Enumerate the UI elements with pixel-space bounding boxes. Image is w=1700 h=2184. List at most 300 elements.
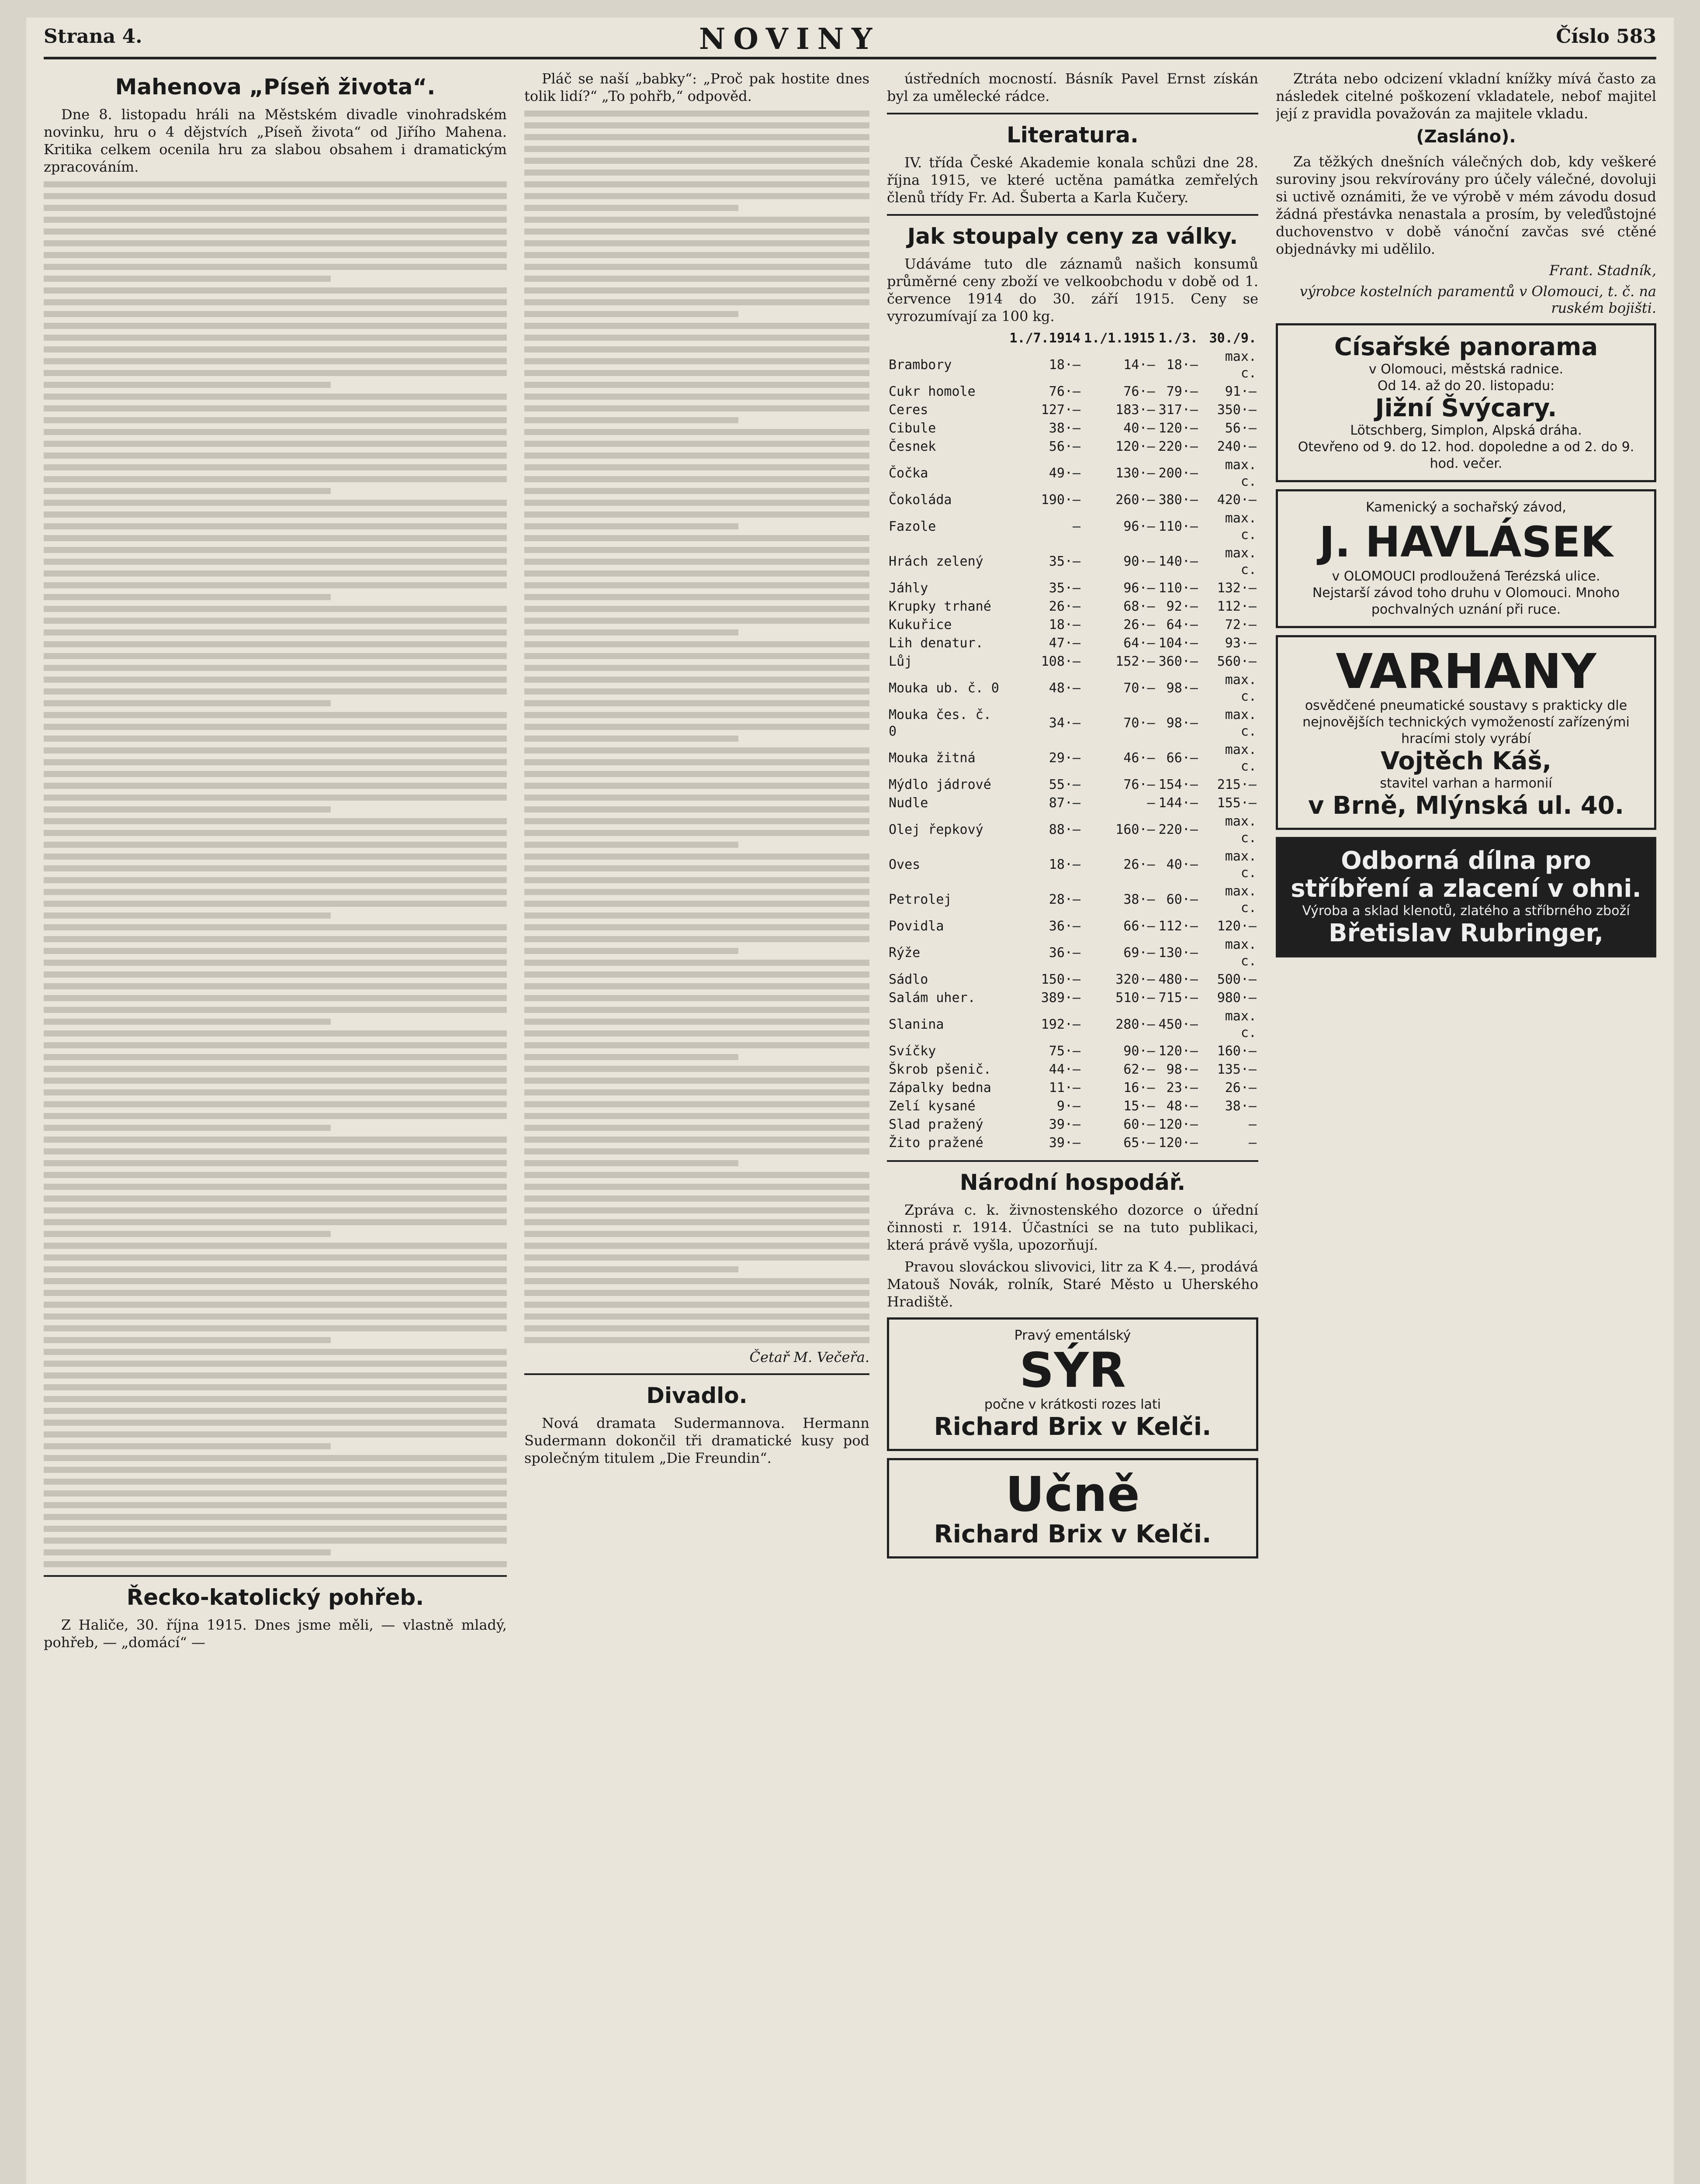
text-line-placeholder bbox=[44, 1337, 331, 1343]
text-line-placeholder bbox=[524, 358, 869, 364]
text-line-placeholder bbox=[524, 1196, 869, 1202]
text-line-placeholder bbox=[44, 1467, 507, 1473]
commodity-cell: Krupky trhané bbox=[889, 599, 991, 614]
text-line-placeholder bbox=[44, 1443, 331, 1449]
divider bbox=[887, 214, 1258, 216]
commodity-cell: Mouka ub. č. 0 bbox=[889, 681, 999, 696]
price-cell: 135·— bbox=[1217, 1062, 1257, 1077]
ad-rubringer-name: Břetislav Rubringer, bbox=[1328, 919, 1604, 947]
price-cell: 120·— bbox=[1115, 439, 1155, 454]
text-line-placeholder bbox=[524, 1266, 738, 1272]
text-line-placeholder bbox=[44, 1278, 507, 1284]
zaslano-sig: Frant. Stadník, bbox=[1549, 262, 1656, 279]
price-cell: 35·— bbox=[1049, 581, 1081, 596]
commodity-cell: Hrách zelený bbox=[889, 554, 983, 569]
text-line-placeholder bbox=[524, 606, 869, 612]
text-line-placeholder bbox=[44, 1538, 507, 1544]
text-line-placeholder bbox=[524, 1113, 869, 1119]
text-line-placeholder bbox=[524, 901, 869, 907]
text-line-placeholder bbox=[524, 795, 869, 801]
price-cell: 40·— bbox=[1123, 421, 1155, 436]
text-line-placeholder bbox=[524, 1101, 869, 1107]
text-line-placeholder bbox=[524, 700, 869, 706]
price-cell: — bbox=[1147, 795, 1155, 811]
text-line-placeholder bbox=[44, 924, 507, 930]
text-line-placeholder bbox=[44, 1396, 507, 1402]
price-cell: 87·— bbox=[1049, 795, 1081, 811]
text-line-placeholder bbox=[524, 641, 869, 647]
price-cell: 36·— bbox=[1049, 945, 1081, 961]
price-cell: 11·— bbox=[1049, 1080, 1081, 1095]
commodity-cell: Cibule bbox=[889, 421, 936, 436]
theatre-lead: Nová dramata Sudermannova. Hermann Sudermann dokončil tři dramatické kusy pod společným titulem „Die Freundin“. bbox=[524, 1415, 869, 1466]
price-cell: 68·— bbox=[1123, 599, 1155, 614]
text-line-placeholder bbox=[524, 1325, 869, 1331]
text-line-placeholder bbox=[44, 453, 507, 459]
text-line-placeholder bbox=[524, 618, 869, 624]
price-cell: 155·— bbox=[1217, 795, 1257, 811]
text-line-placeholder bbox=[44, 464, 507, 470]
economy-text-2: Pravou slováckou slivovici, litr za K 4.—, prodává Matouš Novák, rolník, Staré Město u Uherského Hradiště. bbox=[887, 1258, 1258, 1310]
ad-havlasek-foot: Nejstarší závod toho druhu v Olomouci. Mnoho pochvalných uznání při ruce. bbox=[1312, 585, 1620, 617]
price-cell: max. c. bbox=[1225, 349, 1257, 381]
zaslano-text: Za těžkých dnešních válečných dob, kdy veškeré suroviny jsou rekvírovány pro účely válečné, dovoluji si uctivě oznámiti, že ve výrobě v mém závodu dosud žádná přestávka nenastala a prosím, by veleďůstojné duchovenstvo v době vánoční zavčas své ctěné objednávky mi udělilo. bbox=[1276, 153, 1656, 257]
article-title-funeral: Řecko-katolický pohřeb. bbox=[126, 1585, 424, 1610]
text-line-placeholder bbox=[44, 688, 507, 695]
text-line-placeholder bbox=[524, 1160, 738, 1166]
text-line-placeholder bbox=[524, 205, 738, 211]
commodity-cell: Ceres bbox=[889, 402, 928, 418]
price-cell: 66·— bbox=[1123, 919, 1155, 934]
commodity-cell: Olej řepkový bbox=[889, 822, 983, 837]
text-line-placeholder bbox=[524, 806, 869, 812]
table-row bbox=[887, 917, 1258, 936]
text-line-placeholder bbox=[44, 299, 507, 305]
price-cell: 90·— bbox=[1123, 554, 1155, 569]
text-line-placeholder bbox=[524, 464, 869, 470]
text-line-placeholder bbox=[44, 1160, 507, 1166]
text-line-placeholder bbox=[524, 971, 869, 978]
article-title-mahen: Mahenova „Píseň života“. bbox=[115, 74, 436, 100]
price-cell: 18·— bbox=[1166, 357, 1198, 373]
price-cell: 62·— bbox=[1123, 1062, 1155, 1077]
text-line-placeholder bbox=[44, 217, 507, 223]
text-line-placeholder bbox=[524, 736, 738, 742]
text-line-placeholder bbox=[44, 547, 507, 553]
ad-havlasek-big: J. HAVLÁSEK bbox=[1319, 518, 1613, 567]
text-line-placeholder bbox=[44, 1490, 507, 1496]
price-cell: 56·— bbox=[1049, 439, 1081, 454]
table-row bbox=[887, 348, 1258, 383]
price-cell: 9·— bbox=[1056, 1099, 1081, 1114]
text-line-placeholder bbox=[44, 1078, 507, 1084]
text-line-placeholder bbox=[44, 1384, 507, 1390]
price-cell: 98·— bbox=[1166, 715, 1198, 731]
text-line-placeholder bbox=[524, 111, 869, 117]
commodity-cell: Škrob pšenič. bbox=[889, 1062, 991, 1077]
price-cell: max. c. bbox=[1225, 672, 1257, 704]
text-line-placeholder bbox=[44, 830, 507, 836]
text-line-placeholder bbox=[44, 960, 507, 966]
ad-havlasek bbox=[1276, 489, 1656, 628]
price-cell: 91·— bbox=[1225, 384, 1257, 399]
text-line-placeholder bbox=[524, 570, 869, 577]
table-row bbox=[887, 1097, 1258, 1116]
price-cell: 55·— bbox=[1049, 777, 1081, 792]
table-row bbox=[887, 971, 1258, 989]
commodity-cell: Lůj bbox=[889, 654, 913, 669]
text-line-placeholder bbox=[44, 1101, 507, 1107]
text-line-placeholder bbox=[44, 394, 507, 400]
text-line-placeholder bbox=[524, 511, 869, 518]
text-line-placeholder bbox=[44, 1325, 507, 1331]
zaslano-sig-2: výrobce kostelních paramentů v Olomouci, t. č. na ruském bojišti. bbox=[1299, 283, 1656, 316]
table-row bbox=[887, 1042, 1258, 1061]
table-row bbox=[887, 1079, 1258, 1097]
text-line-placeholder bbox=[524, 441, 869, 447]
text-line-placeholder bbox=[44, 441, 507, 447]
text-line-placeholder bbox=[44, 1113, 507, 1119]
price-cell: 40·— bbox=[1166, 857, 1198, 872]
text-line-placeholder bbox=[44, 240, 507, 246]
text-line-placeholder bbox=[44, 1231, 331, 1237]
price-cell: 132·— bbox=[1217, 581, 1257, 596]
text-line-placeholder bbox=[44, 983, 507, 989]
price-cell: — bbox=[1248, 1117, 1257, 1132]
price-cell: 120·— bbox=[1158, 1044, 1198, 1059]
price-cell: 98·— bbox=[1166, 681, 1198, 696]
section-title-literature: Literatura. bbox=[1006, 122, 1139, 148]
commodity-cell: Zápalky bedna bbox=[889, 1080, 991, 1095]
price-head-cell: 1./7.1914 bbox=[1009, 331, 1081, 346]
commodity-cell: Svíčky bbox=[889, 1044, 936, 1059]
text-line-placeholder bbox=[524, 240, 869, 246]
commodity-cell: Mouka žitná bbox=[889, 750, 976, 766]
price-cell: 69·— bbox=[1123, 945, 1155, 961]
price-cell: max. c. bbox=[1225, 546, 1257, 577]
text-line-placeholder bbox=[524, 476, 869, 482]
text-line-placeholder bbox=[524, 228, 869, 235]
text-line-placeholder bbox=[44, 228, 507, 235]
text-line-placeholder bbox=[524, 1054, 738, 1060]
ad-apprentice-name: Richard Brix v Kelči. bbox=[934, 1520, 1212, 1548]
text-line-placeholder bbox=[44, 712, 507, 718]
text-line-placeholder bbox=[44, 1502, 507, 1508]
ad-organs-text: osvědčené pneumatické soustavy s prakticky dle nejnovějších technických vymožeností zařízenými hracími stoly vyrábí bbox=[1302, 698, 1630, 746]
text-line-placeholder bbox=[44, 1431, 507, 1438]
text-line-placeholder bbox=[524, 500, 869, 506]
price-cell: 320·— bbox=[1115, 972, 1155, 987]
price-cell: 70·— bbox=[1123, 715, 1155, 731]
price-cell: 38·— bbox=[1123, 892, 1155, 907]
table-row bbox=[887, 634, 1258, 653]
commodity-cell: Salám uher. bbox=[889, 990, 976, 1006]
text-line-placeholder bbox=[524, 924, 869, 930]
text-line-placeholder bbox=[44, 264, 507, 270]
text-line-placeholder bbox=[524, 1172, 869, 1178]
price-cell: — bbox=[1248, 1135, 1257, 1151]
price-cell: 18·— bbox=[1049, 857, 1081, 872]
ad-organs bbox=[1276, 635, 1656, 830]
newspaper-page bbox=[26, 17, 1674, 2184]
price-cell: 90·— bbox=[1123, 1044, 1155, 1059]
text-line-placeholder bbox=[524, 582, 869, 588]
text-line-placeholder bbox=[524, 1066, 869, 1072]
price-cell: — bbox=[1072, 519, 1081, 534]
article-lead-funeral: Z Haliče, 30. října 1915. Dnes jsme měli, — vlastně mladý, pohřeb, — „domácí“ — bbox=[44, 1617, 507, 1651]
text-line-placeholder bbox=[524, 1231, 869, 1237]
text-line-placeholder bbox=[44, 1019, 331, 1025]
text-line-placeholder bbox=[524, 747, 869, 753]
ad-havlasek-top: Kamenický a sochařský závod, bbox=[1366, 500, 1566, 515]
text-line-placeholder bbox=[524, 1278, 869, 1284]
price-cell: 66·— bbox=[1166, 750, 1198, 766]
text-line-placeholder bbox=[524, 677, 869, 683]
text-line-placeholder bbox=[44, 276, 331, 282]
text-line-placeholder bbox=[524, 1290, 869, 1296]
price-cell: 200·— bbox=[1158, 466, 1198, 481]
table-row bbox=[887, 989, 1258, 1007]
text-line-placeholder bbox=[44, 335, 507, 341]
text-line-placeholder bbox=[44, 358, 507, 364]
table-row bbox=[887, 491, 1258, 509]
text-line-placeholder bbox=[524, 842, 738, 848]
commodity-cell: Slanina bbox=[889, 1017, 944, 1032]
text-line-placeholder bbox=[44, 1184, 507, 1190]
price-cell: 38·— bbox=[1049, 421, 1081, 436]
table-row bbox=[887, 1007, 1258, 1042]
text-line-placeholder bbox=[524, 335, 869, 341]
text-line-placeholder bbox=[524, 299, 869, 305]
price-cell: 14·— bbox=[1123, 357, 1155, 373]
text-line-placeholder bbox=[44, 500, 507, 506]
text-line-placeholder bbox=[524, 158, 869, 164]
commodity-cell: Mouka čes. č. 0 bbox=[889, 707, 991, 739]
text-line-placeholder bbox=[524, 346, 869, 352]
text-line-placeholder bbox=[524, 523, 738, 529]
text-line-placeholder bbox=[44, 1514, 507, 1520]
price-cell: 39·— bbox=[1049, 1117, 1081, 1132]
commodity-cell: Brambory bbox=[889, 357, 952, 373]
text-line-placeholder bbox=[524, 1078, 869, 1084]
text-line-placeholder bbox=[524, 1302, 869, 1308]
price-cell: 96·— bbox=[1123, 581, 1155, 596]
commodity-cell: Povidla bbox=[889, 919, 944, 934]
price-cell: 70·— bbox=[1123, 681, 1155, 696]
text-line-placeholder bbox=[44, 865, 507, 871]
text-line-placeholder bbox=[524, 783, 869, 789]
price-cell: 160·— bbox=[1217, 1044, 1257, 1059]
table-row bbox=[887, 1116, 1258, 1134]
text-line-placeholder bbox=[44, 1125, 331, 1131]
ad-rubringer-title: Odborná dílna pro stříbření a zlacení v ohni. bbox=[1291, 847, 1641, 903]
text-line-placeholder bbox=[44, 700, 331, 706]
text-line-placeholder bbox=[44, 1549, 331, 1555]
commodity-cell: Čokoláda bbox=[889, 492, 952, 508]
price-cell: 18·— bbox=[1049, 357, 1081, 373]
text-line-placeholder bbox=[524, 146, 869, 152]
text-line-placeholder bbox=[524, 854, 869, 860]
text-line-placeholder bbox=[44, 193, 507, 199]
ad-panorama-date: Od 14. až do 20. listopadu: bbox=[1377, 378, 1555, 394]
text-line-placeholder bbox=[44, 747, 507, 753]
price-cell: 28·— bbox=[1049, 892, 1081, 907]
text-line-placeholder bbox=[44, 511, 507, 518]
commodity-cell: Česnek bbox=[889, 439, 936, 454]
text-line-placeholder bbox=[524, 1313, 869, 1320]
table-row bbox=[887, 616, 1258, 634]
text-line-placeholder bbox=[524, 217, 869, 223]
text-line-placeholder bbox=[44, 370, 507, 376]
text-line-placeholder bbox=[524, 759, 869, 765]
text-line-placeholder bbox=[44, 1561, 507, 1567]
ad-havlasek-loc: v OLOMOUCI prodloužená Terézská ulice. bbox=[1332, 569, 1600, 584]
price-cell: 76·— bbox=[1123, 777, 1155, 792]
text-line-placeholder bbox=[524, 559, 869, 565]
table-row bbox=[887, 438, 1258, 456]
text-line-placeholder bbox=[524, 948, 738, 954]
ad-organs-sub: stavitel varhan a harmonií bbox=[1380, 776, 1552, 791]
text-line-placeholder bbox=[44, 1266, 507, 1272]
commodity-cell: Slad pražený bbox=[889, 1117, 983, 1132]
text-line-placeholder bbox=[524, 688, 869, 695]
text-line-placeholder bbox=[524, 1337, 869, 1343]
price-cell: 92·— bbox=[1166, 599, 1198, 614]
text-line-placeholder bbox=[524, 912, 869, 919]
article-body-continued bbox=[524, 111, 869, 1343]
commodity-cell: Oves bbox=[889, 857, 921, 872]
text-line-placeholder bbox=[44, 948, 507, 954]
price-cell: 60·— bbox=[1166, 892, 1198, 907]
price-cell: 110·— bbox=[1158, 519, 1198, 534]
price-cell: max. c. bbox=[1225, 1009, 1257, 1040]
text-line-placeholder bbox=[44, 1420, 507, 1426]
text-line-placeholder bbox=[44, 854, 507, 860]
price-cell: 192·— bbox=[1041, 1017, 1081, 1032]
text-line-placeholder bbox=[44, 818, 507, 824]
section-title-prices: Jak stoupaly ceny za války. bbox=[907, 224, 1238, 249]
text-line-placeholder bbox=[44, 570, 507, 577]
commodity-cell: Sádlo bbox=[889, 972, 928, 987]
commodity-cell: Jáhly bbox=[889, 581, 928, 596]
price-cell: max. c. bbox=[1225, 457, 1257, 489]
commodity-cell: Mýdlo jádrové bbox=[889, 777, 991, 792]
price-head-cell: 30./9. bbox=[1209, 331, 1257, 346]
price-cell: 47·— bbox=[1049, 636, 1081, 651]
text-line-placeholder bbox=[524, 818, 869, 824]
price-cell: 38·— bbox=[1225, 1099, 1257, 1114]
text-line-placeholder bbox=[524, 488, 869, 494]
text-line-placeholder bbox=[44, 783, 507, 789]
price-cell: 450·— bbox=[1158, 1017, 1198, 1032]
text-line-placeholder bbox=[44, 771, 507, 777]
text-line-placeholder bbox=[524, 1042, 869, 1048]
price-cell: 350·— bbox=[1217, 402, 1257, 418]
text-line-placeholder bbox=[524, 724, 869, 730]
ad-panorama-title: Císařské panorama bbox=[1334, 333, 1598, 361]
text-line-placeholder bbox=[524, 877, 869, 883]
text-line-placeholder bbox=[524, 264, 869, 270]
price-cell: 160·— bbox=[1115, 822, 1155, 837]
price-cell: 64·— bbox=[1166, 617, 1198, 632]
price-cell: 16·— bbox=[1123, 1080, 1155, 1095]
text-line-placeholder bbox=[44, 252, 507, 258]
price-cell: 29·— bbox=[1049, 750, 1081, 766]
price-cell: 35·— bbox=[1049, 554, 1081, 569]
price-cell: 152·— bbox=[1115, 654, 1155, 669]
text-line-placeholder bbox=[524, 665, 869, 671]
price-cell: max. c. bbox=[1225, 937, 1257, 969]
column-4-lead: Ztráta nebo odcizení vkladní knížky mívá často za následek citelné poškození vkladatele, nebof majitel její z pravidla považován za majitele vkladu. bbox=[1276, 70, 1656, 122]
ad-panorama-hours: Otevřeno od 9. do 12. hod. dopoledne a od 2. do 9. hod. večer. bbox=[1298, 439, 1634, 471]
price-cell: 108·— bbox=[1041, 654, 1081, 669]
text-line-placeholder bbox=[44, 1137, 507, 1143]
text-line-placeholder bbox=[524, 405, 869, 411]
column-2 bbox=[524, 70, 869, 2184]
text-line-placeholder bbox=[524, 429, 869, 435]
paper-title: NOVINY bbox=[699, 22, 880, 56]
commodity-cell: Zelí kysané bbox=[889, 1099, 976, 1114]
price-cell: 98·— bbox=[1166, 1062, 1198, 1077]
text-line-placeholder bbox=[44, 1408, 507, 1414]
price-cell: 317·— bbox=[1158, 402, 1198, 418]
price-table bbox=[887, 329, 1258, 1152]
table-row bbox=[887, 579, 1258, 598]
price-cell: 49·— bbox=[1049, 466, 1081, 481]
commodity-cell: Lih denatur. bbox=[889, 636, 983, 651]
text-line-placeholder bbox=[44, 618, 507, 624]
text-line-placeholder bbox=[44, 736, 507, 742]
price-cell: 65·— bbox=[1123, 1135, 1155, 1151]
price-cell: max. c. bbox=[1225, 707, 1257, 739]
price-cell: 39·— bbox=[1049, 1135, 1081, 1151]
price-cell: 26·— bbox=[1049, 599, 1081, 614]
ad-cheese bbox=[887, 1317, 1258, 1451]
text-line-placeholder bbox=[44, 476, 507, 482]
text-line-placeholder bbox=[44, 1089, 507, 1095]
text-line-placeholder bbox=[524, 936, 869, 942]
article-body-mahen bbox=[44, 181, 507, 1567]
text-line-placeholder bbox=[44, 559, 507, 565]
price-cell: 93·— bbox=[1225, 636, 1257, 651]
price-cell: 26·— bbox=[1225, 1080, 1257, 1095]
table-row bbox=[887, 847, 1258, 882]
text-line-placeholder bbox=[524, 382, 869, 388]
table-row bbox=[887, 741, 1258, 776]
ad-organs-big: VARHANY bbox=[1336, 643, 1596, 699]
divider bbox=[524, 1373, 869, 1375]
text-line-placeholder bbox=[44, 1148, 507, 1154]
text-line-placeholder bbox=[524, 417, 738, 423]
price-cell: 183·— bbox=[1115, 402, 1155, 418]
price-cell: 140·— bbox=[1158, 554, 1198, 569]
issue-number: Číslo 583 bbox=[1556, 25, 1656, 48]
price-cell: 76·— bbox=[1049, 384, 1081, 399]
text-line-placeholder bbox=[524, 983, 869, 989]
text-line-placeholder bbox=[524, 1243, 869, 1249]
text-line-placeholder bbox=[524, 1137, 869, 1143]
text-line-placeholder bbox=[44, 1042, 507, 1048]
price-cell: 715·— bbox=[1158, 990, 1198, 1006]
table-row bbox=[887, 812, 1258, 847]
column-3 bbox=[887, 70, 1258, 2184]
text-line-placeholder bbox=[524, 370, 869, 376]
text-line-placeholder bbox=[524, 960, 869, 966]
ad-rubringer bbox=[1276, 837, 1656, 957]
ad-cheese-name: Richard Brix v Kelči. bbox=[934, 1413, 1212, 1441]
divider bbox=[887, 113, 1258, 114]
commodity-cell: Fazole bbox=[889, 519, 936, 534]
